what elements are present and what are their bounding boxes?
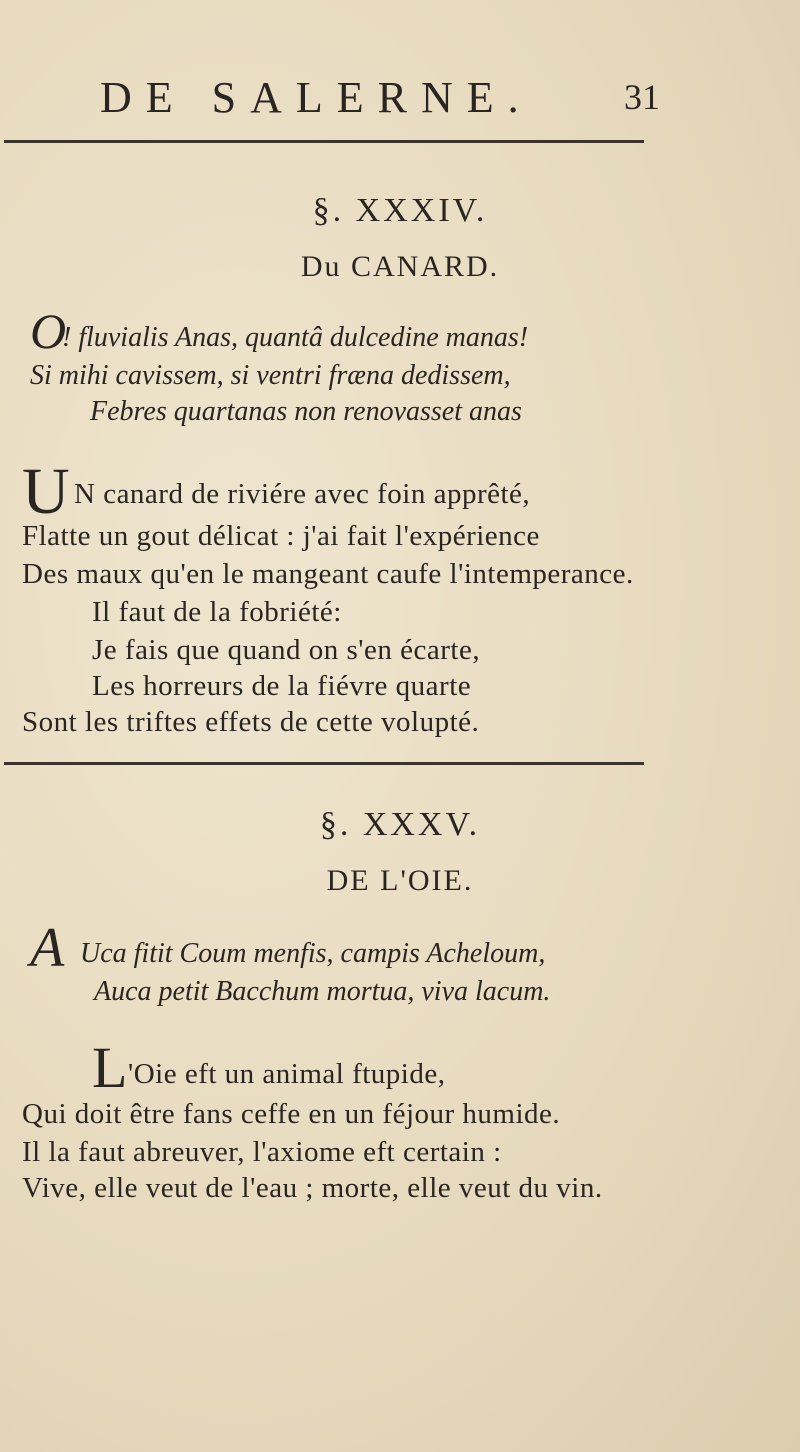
french-verse-line: 'Oie eft un animal ftupide, bbox=[128, 1058, 446, 1090]
french-verse-line: Les horreurs de la fiévre quarte bbox=[92, 670, 472, 702]
french-verse-line: Vive, elle veut de l'eau ; morte, elle veut du vin. bbox=[22, 1172, 603, 1204]
french-verse-line: N canard de riviére avec foin apprêté, bbox=[74, 478, 531, 510]
header-rule bbox=[4, 140, 644, 143]
french-verse-line: Qui doit être fans ceffe en un féjour humide. bbox=[22, 1098, 561, 1130]
latin-verse-line: Si mihi cavissem, si ventri fræna dedissem, bbox=[30, 360, 511, 391]
page-number: 31 bbox=[624, 77, 660, 117]
section-rule bbox=[4, 762, 644, 765]
running-header bbox=[100, 72, 660, 122]
french-verse-line: Je fais que quand on s'en écarte, bbox=[92, 634, 481, 666]
french-verse-line: Flatte un gout délicat : j'ai fait l'expérience bbox=[22, 520, 540, 552]
section-title-oie: DE L'OIE. bbox=[326, 864, 474, 897]
latin-initial-o: O bbox=[30, 303, 67, 359]
section-number-34: §. XXXIV. bbox=[312, 192, 488, 229]
latin-verse-line: Uca fitit Coum menfis, campis Acheloum, bbox=[80, 938, 546, 969]
latin-verse-line: Febres quartanas non renovasset anas bbox=[90, 396, 522, 427]
french-verse-line: Il la faut abreuver, l'axiome eft certain : bbox=[22, 1136, 502, 1168]
french-initial-u: U bbox=[22, 455, 70, 528]
latin-initial-a: A bbox=[30, 917, 65, 979]
section-number-35: §. XXXV. bbox=[319, 806, 481, 843]
french-verse-line: Sont les triftes effets de cette volupté. bbox=[22, 706, 480, 738]
running-title: DE SALERNE. bbox=[100, 73, 533, 122]
section-title-canard: Du CANARD. bbox=[300, 250, 500, 283]
latin-verse-line: Auca petit Bacchum mortua, viva lacum. bbox=[94, 976, 551, 1007]
latin-verse-line: ! fluvialis Anas, quantâ dulcedine manas! bbox=[62, 322, 529, 353]
french-verse-line: Des maux qu'en le mangeant caufe l'intemperance. bbox=[22, 558, 634, 590]
french-verse-line: Il faut de la fobriété: bbox=[92, 596, 342, 628]
french-initial-l: L bbox=[92, 1035, 128, 1100]
